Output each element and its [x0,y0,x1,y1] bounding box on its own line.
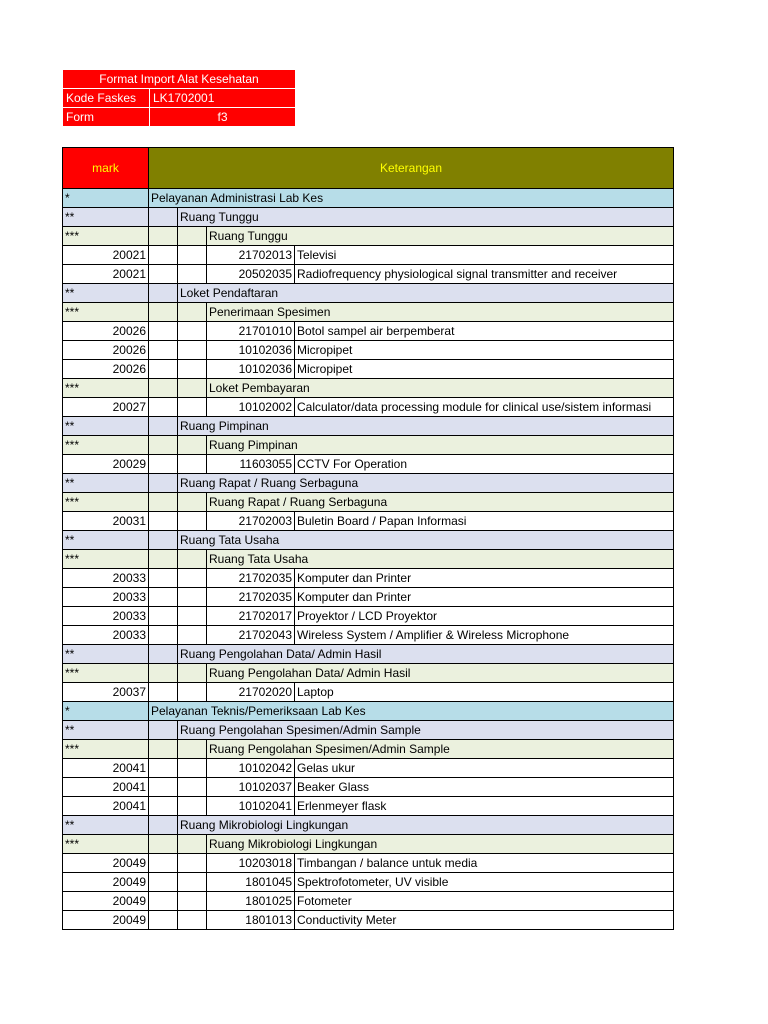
table-row[interactable] [63,588,674,607]
table-row[interactable] [63,512,674,531]
table-row[interactable] [63,569,674,588]
indent-cell [149,360,178,379]
row-code-cell: 10102037 [207,778,295,797]
indent-cell [178,835,207,854]
row-text-cell: Radiofrequency physiological signal transmitter and receiver [295,265,674,284]
indent-cell [178,778,207,797]
indent-cell [149,265,178,284]
row-text-cell: Ruang Pengolahan Data/ Admin Hasil [207,664,674,683]
indent-cell [149,531,178,550]
table-row[interactable] [63,797,674,816]
indent-cell [178,892,207,911]
indent-cell [178,512,207,531]
indent-cell [149,854,178,873]
row-code-cell: 21702013 [207,246,295,265]
row-text-cell: Televisi [295,246,674,265]
row-mark-cell: *** [63,227,149,246]
format-title: Format Import Alat Kesehatan [63,70,296,89]
row-mark-cell: 20026 [63,341,149,360]
indent-cell [178,341,207,360]
row-mark-cell: ** [63,531,149,550]
indent-cell [149,797,178,816]
indent-cell [149,341,178,360]
row-text-cell: Ruang Tunggu [207,227,674,246]
row-mark-cell: 20041 [63,759,149,778]
row-text-cell: Beaker Glass [295,778,674,797]
table-row[interactable] [63,493,674,512]
table-row[interactable] [63,626,674,645]
row-mark-cell: 20049 [63,911,149,930]
indent-cell [178,436,207,455]
row-mark-cell: * [63,189,149,208]
indent-cell [149,512,178,531]
table-row[interactable] [63,550,674,569]
indent-cell [178,360,207,379]
table-row[interactable] [63,721,674,740]
table-row[interactable] [63,379,674,398]
table-row[interactable] [63,246,674,265]
table-body [63,189,674,930]
row-text-cell: Pelayanan Teknis/Pemeriksaan Lab Kes [149,702,674,721]
row-mark-cell: 20049 [63,892,149,911]
row-code-cell: 1801045 [207,873,295,892]
row-code-cell: 10102036 [207,360,295,379]
row-text-cell: Conductivity Meter [295,911,674,930]
table-row[interactable] [63,265,674,284]
form-value[interactable]: f3 [150,108,296,127]
row-code-cell: 1801013 [207,911,295,930]
row-text-cell: Ruang Tunggu [178,208,674,227]
indent-cell [178,740,207,759]
table-row[interactable] [63,740,674,759]
indent-cell [149,721,178,740]
row-text-cell: Ruang Pengolahan Spesimen/Admin Sample [207,740,674,759]
row-text-cell: Gelas ukur [295,759,674,778]
indent-cell [149,626,178,645]
indent-cell [149,474,178,493]
row-mark-cell: ** [63,816,149,835]
row-mark-cell: 20033 [63,569,149,588]
row-text-cell: Ruang Tata Usaha [178,531,674,550]
row-mark-cell: 20049 [63,854,149,873]
table-row[interactable] [63,341,674,360]
row-mark-cell: ** [63,645,149,664]
indent-cell [149,284,178,303]
row-text-cell: Ruang Pimpinan [178,417,674,436]
indent-cell [178,322,207,341]
table-row[interactable] [63,398,674,417]
indent-cell [178,227,207,246]
indent-cell [178,379,207,398]
row-mark-cell: 20021 [63,265,149,284]
row-code-cell: 10203018 [207,854,295,873]
row-text-cell: Buletin Board / Papan Informasi [295,512,674,531]
table-row[interactable] [63,531,674,550]
table-row[interactable] [63,816,674,835]
form-label: Form [63,108,150,127]
row-mark-cell: 20029 [63,455,149,474]
indent-cell [149,569,178,588]
row-code-cell: 10102036 [207,341,295,360]
row-mark-cell: 20026 [63,360,149,379]
row-code-cell: 21702043 [207,626,295,645]
row-code-cell: 21701010 [207,322,295,341]
row-text-cell: Proyektor / LCD Proyektor [295,607,674,626]
table-row[interactable] [63,227,674,246]
table-row[interactable] [63,474,674,493]
indent-cell [149,303,178,322]
indent-cell [149,759,178,778]
row-code-cell: 21702020 [207,683,295,702]
indent-cell [178,265,207,284]
indent-cell [149,683,178,702]
indent-cell [149,740,178,759]
row-text-cell: Laptop [295,683,674,702]
indent-cell [149,778,178,797]
indent-cell [149,588,178,607]
row-mark-cell: ** [63,284,149,303]
row-mark-cell: * [63,702,149,721]
row-code-cell: 1801025 [207,892,295,911]
indent-cell [178,759,207,778]
table-row[interactable] [63,455,674,474]
equipment-table [62,147,674,930]
indent-cell [178,607,207,626]
table-row[interactable] [63,778,674,797]
indent-cell [178,683,207,702]
row-mark-cell: *** [63,550,149,569]
row-code-cell: 21702035 [207,569,295,588]
indent-cell [178,455,207,474]
row-text-cell: Komputer dan Printer [295,569,674,588]
indent-cell [178,588,207,607]
indent-cell [149,607,178,626]
row-mark-cell: 20049 [63,873,149,892]
row-mark-cell: 20033 [63,588,149,607]
table-row[interactable] [63,607,674,626]
row-mark-cell: *** [63,835,149,854]
row-text-cell: Ruang Mikrobiologi Lingkungan [207,835,674,854]
indent-cell [178,303,207,322]
indent-cell [178,398,207,417]
row-mark-cell: *** [63,664,149,683]
row-mark-cell: ** [63,721,149,740]
indent-cell [178,911,207,930]
column-header-mark: mark [63,148,149,189]
indent-cell [149,873,178,892]
column-header-keterangan: Keterangan [149,148,674,189]
table-row[interactable] [63,683,674,702]
indent-cell [178,550,207,569]
row-mark-cell: 20033 [63,626,149,645]
indent-cell [149,246,178,265]
table-row[interactable] [63,208,674,227]
row-code-cell: 10102041 [207,797,295,816]
row-text-cell: Ruang Rapat / Ruang Serbaguna [178,474,674,493]
row-mark-cell: 20031 [63,512,149,531]
indent-cell [149,208,178,227]
row-text-cell: Botol sampel air berpemberat [295,322,674,341]
row-text-cell: Micropipet [295,360,674,379]
row-mark-cell: *** [63,303,149,322]
row-text-cell: Spektrofotometer, UV visible [295,873,674,892]
row-text-cell: Erlenmeyer flask [295,797,674,816]
row-text-cell: Timbangan / balance untuk media [295,854,674,873]
indent-cell [149,398,178,417]
indent-cell [149,417,178,436]
table-row[interactable] [63,360,674,379]
table-row[interactable] [63,645,674,664]
table-row[interactable] [63,835,674,854]
indent-cell [149,493,178,512]
table-row[interactable] [63,873,674,892]
row-mark-cell: ** [63,208,149,227]
row-text-cell: Ruang Tata Usaha [207,550,674,569]
indent-cell [178,664,207,683]
kode-faskes-label: Kode Faskes [63,89,150,108]
indent-cell [178,569,207,588]
row-code-cell: 10102042 [207,759,295,778]
indent-cell [178,493,207,512]
row-text-cell: Penerimaan Spesimen [207,303,674,322]
row-code-cell: 21702035 [207,588,295,607]
row-text-cell: Ruang Mikrobiologi Lingkungan [178,816,674,835]
row-text-cell: Ruang Rapat / Ruang Serbaguna [207,493,674,512]
table-row[interactable] [63,759,674,778]
row-text-cell: Loket Pendaftaran [178,284,674,303]
indent-cell [149,664,178,683]
row-mark-cell: *** [63,740,149,759]
row-code-cell: 20502035 [207,265,295,284]
row-mark-cell: ** [63,474,149,493]
row-text-cell: Ruang Pengolahan Data/ Admin Hasil [178,645,674,664]
table-row[interactable] [63,284,674,303]
indent-cell [149,645,178,664]
indent-cell [178,246,207,265]
indent-cell [149,911,178,930]
row-mark-cell: 20026 [63,322,149,341]
indent-cell [149,436,178,455]
row-mark-cell: 20037 [63,683,149,702]
row-mark-cell: 20041 [63,797,149,816]
row-text-cell: Fotometer [295,892,674,911]
indent-cell [149,455,178,474]
row-text-cell: Micropipet [295,341,674,360]
indent-cell [149,550,178,569]
row-text-cell: Ruang Pimpinan [207,436,674,455]
table-row[interactable] [63,702,674,721]
indent-cell [149,892,178,911]
row-mark-cell: *** [63,379,149,398]
row-mark-cell: *** [63,493,149,512]
row-code-cell: 11603055 [207,455,295,474]
row-text-cell: Wireless System / Amplifier & Wireless Microphone [295,626,674,645]
row-code-cell: 21702003 [207,512,295,531]
table-row[interactable] [63,664,674,683]
indent-cell [178,854,207,873]
row-mark-cell: 20021 [63,246,149,265]
indent-cell [149,227,178,246]
table-row[interactable] [63,892,674,911]
row-text-cell: CCTV For Operation [295,455,674,474]
row-mark-cell: 20033 [63,607,149,626]
indent-cell [178,873,207,892]
header-info-table [62,69,296,127]
row-mark-cell: *** [63,436,149,455]
table-row[interactable] [63,322,674,341]
row-mark-cell: 20041 [63,778,149,797]
kode-faskes-value[interactable]: LK1702001 [150,89,296,108]
indent-cell [178,626,207,645]
indent-cell [149,816,178,835]
row-text-cell: Komputer dan Printer [295,588,674,607]
row-text-cell: Ruang Pengolahan Spesimen/Admin Sample [178,721,674,740]
indent-cell [149,379,178,398]
row-text-cell: Pelayanan Administrasi Lab Kes [149,189,674,208]
row-text-cell: Calculator/data processing module for clinical use/sistem informasi [295,398,674,417]
row-code-cell: 21702017 [207,607,295,626]
row-mark-cell: ** [63,417,149,436]
row-text-cell: Loket Pembayaran [207,379,674,398]
indent-cell [178,797,207,816]
row-code-cell: 10102002 [207,398,295,417]
indent-cell [149,835,178,854]
indent-cell [149,322,178,341]
row-mark-cell: 20027 [63,398,149,417]
table-row[interactable] [63,417,674,436]
table-row[interactable] [63,854,674,873]
table-row[interactable] [63,436,674,455]
table-row[interactable] [63,303,674,322]
table-row[interactable] [63,189,674,208]
table-row[interactable] [63,911,674,930]
